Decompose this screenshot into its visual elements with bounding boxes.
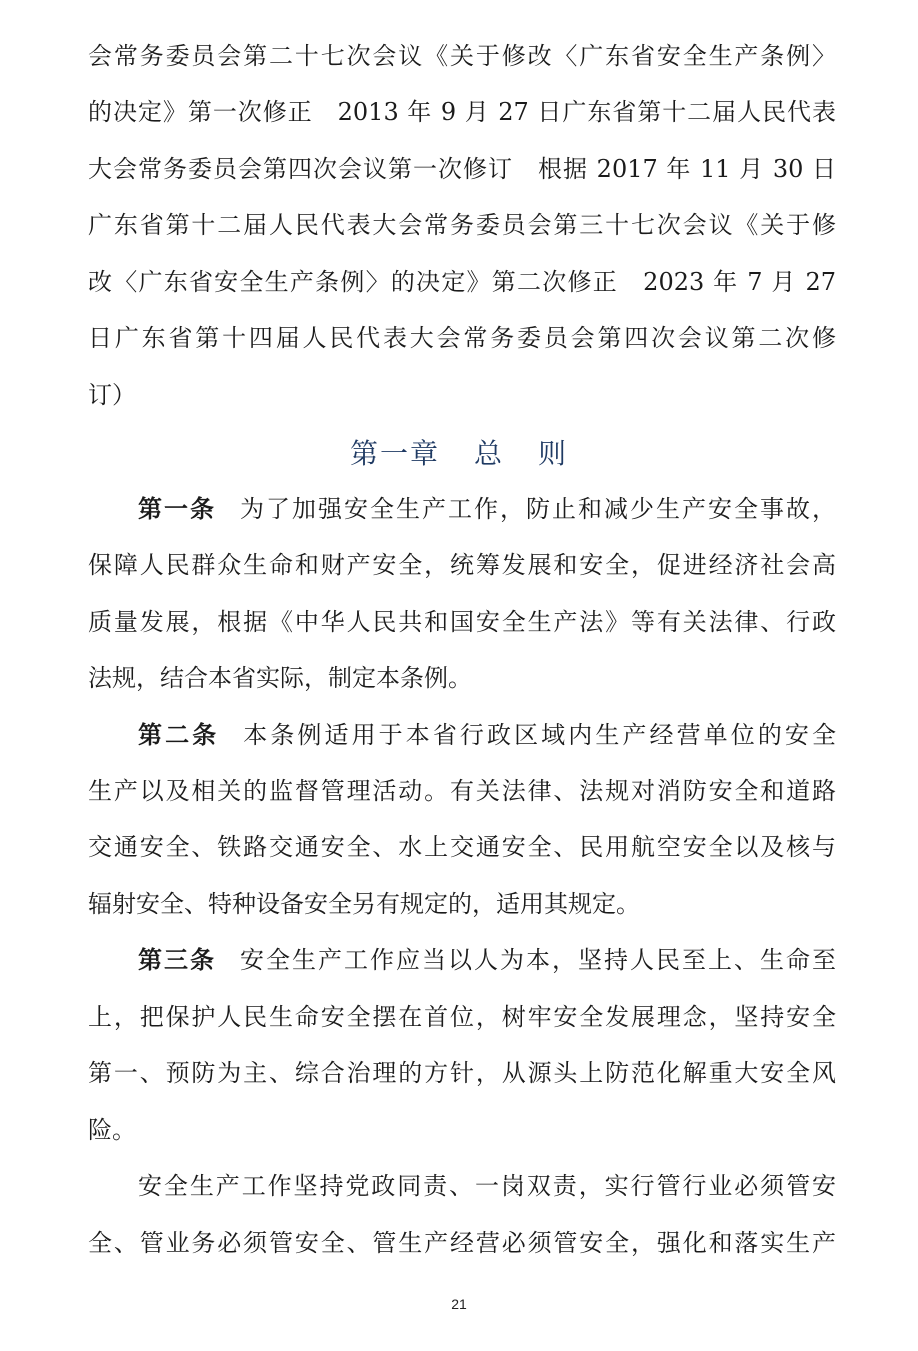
- article-label: 第一条: [138, 494, 216, 523]
- article-line: 保障人民群众生命和财产安全，统筹发展和安全，促进经济社会高: [88, 551, 836, 579]
- preamble-line: 广东省第十二届人民代表大会常务委员会第三十七次会议《关于修: [88, 211, 836, 239]
- article-line: 法规，结合本省实际，制定本条例。: [88, 664, 472, 692]
- preamble-line: 大会常务委员会第四次会议第一次修订 根据 2017 年 11 月 30 日: [88, 155, 836, 183]
- article-line: 上，把保护人民生命安全摆在首位，树牢安全发展理念，坚持安全: [88, 1003, 836, 1031]
- article-first-line: [138, 715, 836, 755]
- preamble-line: 的决定》第一次修正 2013 年 9 月 27 日广东省第十二届人民代表: [88, 98, 836, 126]
- preamble-line: 日广东省第十四届人民代表大会常务委员会第四次会议第二次修: [88, 324, 836, 352]
- preamble-line: 会常务委员会第二十七次会议《关于修改〈广东省安全生产条例〉: [88, 42, 836, 70]
- article-line: 生产以及相关的监督管理活动。有关法律、法规对消防安全和道路: [88, 777, 836, 805]
- article-text: 为了加强安全生产工作，防止和减少生产安全事故，: [240, 495, 836, 523]
- article-line: 交通安全、铁路交通安全、水上交通安全、民用航空安全以及核与: [88, 833, 836, 861]
- article-label: 第二条: [138, 720, 220, 749]
- chapter-title-char: 则: [538, 437, 569, 470]
- article-text: 本条例适用于本省行政区域内生产经营单位的安全: [243, 721, 836, 749]
- article-first-line: [138, 940, 836, 980]
- chapter-heading: [0, 432, 918, 476]
- paragraph-line: 全、管业务必须管安全、管生产经营必须管安全，强化和落实生产: [88, 1229, 836, 1257]
- chapter-number: 第一章: [349, 437, 440, 470]
- preamble-line: 订）: [88, 381, 136, 409]
- article-line: 险。: [88, 1116, 136, 1144]
- article-line: 第一、预防为主、综合治理的方针，从源头上防范化解重大安全风: [88, 1059, 836, 1087]
- paragraph-first-line: 安全生产工作坚持党政同责、一岗双责，实行管行业必须管安: [138, 1172, 836, 1200]
- page-number: 21: [451, 1296, 467, 1312]
- chapter-title-char: 总: [473, 437, 504, 470]
- article-line: 质量发展，根据《中华人民共和国安全生产法》等有关法律、行政: [88, 608, 836, 636]
- article-label: 第三条: [138, 945, 216, 974]
- article-text: 安全生产工作应当以人为本，坚持人民至上、生命至: [240, 946, 836, 974]
- article-line: 辐射安全、特种设备安全另有规定的，适用其规定。: [88, 890, 640, 918]
- article-first-line: [138, 489, 836, 529]
- preamble-line: 改〈广东省安全生产条例〉的决定》第二次修正 2023 年 7 月 27: [88, 268, 836, 296]
